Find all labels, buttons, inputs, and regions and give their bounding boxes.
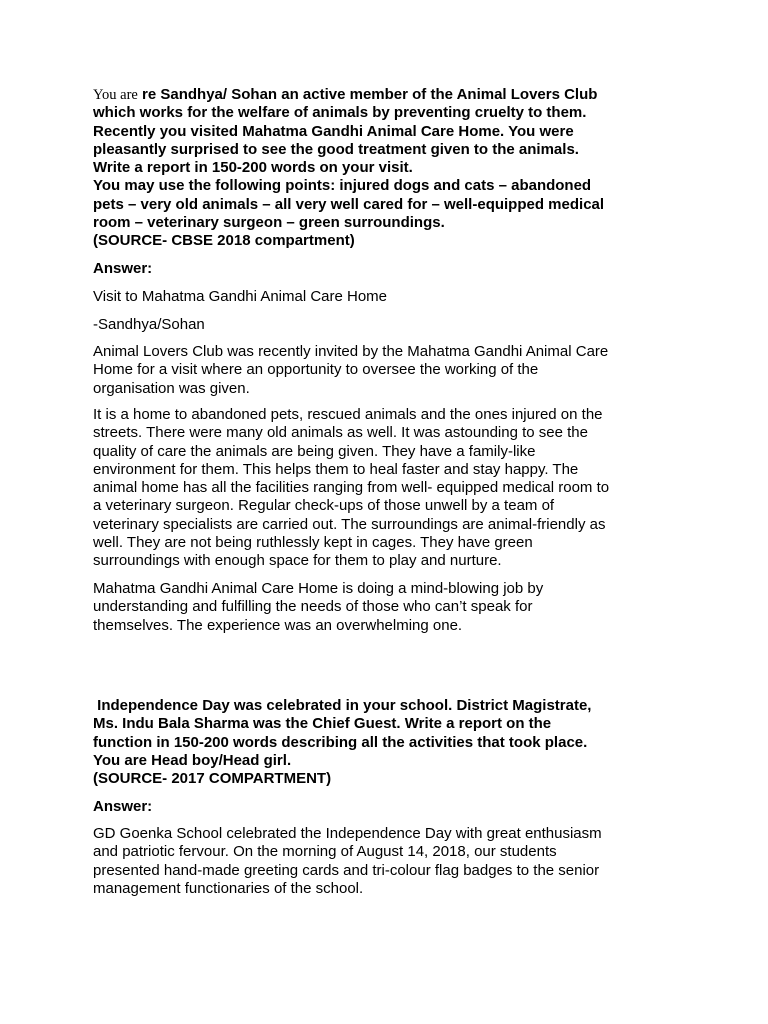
- question-1-line-text: re Sandhya/ Sohan an active member of the Animal Lovers Club: [142, 86, 598, 103]
- answer-1-title: Visit to Mahatma Gandhi Animal Care Home: [93, 288, 388, 305]
- question-1-source: (SOURCE- CBSE 2018 compartment): [93, 232, 355, 250]
- question-1-line: [93, 86, 683, 104]
- question-1-line: Write a report in 150-200 words on your visit.: [93, 159, 413, 177]
- paragraph-line: environment for them. This helps them to heal faster and stay happy. The: [93, 460, 579, 478]
- answer-1-label: Answer:: [93, 260, 153, 277]
- question-1-lead: You are: [93, 87, 138, 103]
- paragraph-line: surroundings with enough space for them to play and nurture.: [93, 552, 502, 570]
- paragraph-line: Home for a visit where an opportunity to oversee the working of the: [93, 361, 539, 379]
- paragraph-line: Animal Lovers Club was recently invited by the Mahatma Gandhi Animal Care: [93, 343, 609, 360]
- question-2-line: Independence Day was celebrated in your school. District Magistrate,: [93, 697, 592, 714]
- question-1-line: Recently you visited Mahatma Gandhi Animal Care Home. You were: [93, 122, 574, 140]
- paragraph-line: presented hand-made greeting cards and tri-colour flag badges to the senior: [93, 861, 600, 879]
- paragraph-line: a veterinary surgeon. Regular check-ups of those unwell by a team of: [93, 497, 555, 515]
- question-1-line: room – veterinary surgeon – green surroundings.: [93, 214, 445, 232]
- question-2-line: function in 150-200 words describing all the activities that took place.: [93, 733, 588, 751]
- answer-2-paragraph-1: [93, 825, 683, 898]
- paragraph-line: management functionaries of the school.: [93, 879, 364, 897]
- question-1-line: which works for the welfare of animals by preventing cruelty to them.: [93, 104, 587, 122]
- question-2-line: Ms. Indu Bala Sharma was the Chief Guest. Write a report on the: [93, 715, 552, 733]
- paragraph-line: animal home has all the facilities ranging from well- equipped medical room to: [93, 479, 610, 497]
- question-1-line: You may use the following points: injured dogs and cats – abandoned: [93, 177, 592, 195]
- paragraph-line: It is a home to abandoned pets, rescued animals and the ones injured on the: [93, 406, 603, 423]
- question-1-line: pleasantly surprised to see the good treatment given to the animals.: [93, 140, 579, 158]
- answer-1-paragraph-2: [93, 406, 683, 571]
- paragraph-line: well. They are not being ruthlessly kept in cages. They have green: [93, 534, 533, 552]
- paragraph-line: themselves. The experience was an overwhelming one.: [93, 616, 463, 634]
- paragraph-line: streets. There were many old animals as well. It was astounding to see the: [93, 424, 588, 442]
- question-2-source: (SOURCE- 2017 COMPARTMENT): [93, 770, 332, 788]
- paragraph-line: and patriotic fervour. On the morning of August 14, 2018, our students: [93, 843, 557, 861]
- answer-1-paragraph-3: [93, 580, 683, 635]
- question-2: [93, 697, 683, 788]
- paragraph-line: Mahatma Gandhi Animal Care Home is doing a mind-blowing job by: [93, 580, 544, 597]
- paragraph-line: understanding and fulfilling the needs of those who can’t speak for: [93, 598, 533, 616]
- answer-1-author: -Sandhya/Sohan: [93, 316, 205, 333]
- question-1: [93, 86, 683, 251]
- paragraph-line: organisation was given.: [93, 379, 250, 397]
- answer-1-paragraph-1: [93, 343, 683, 398]
- answer-2-label: Answer:: [93, 798, 153, 815]
- question-1-line: pets – very old animals – all very well cared for – well-equipped medical: [93, 195, 605, 213]
- paragraph-line: quality of care the animals are being given. They have a family-like: [93, 442, 536, 460]
- question-2-line: You are Head boy/Head girl.: [93, 751, 292, 769]
- paragraph-line: GD Goenka School celebrated the Independence Day with great enthusiasm: [93, 825, 602, 842]
- paragraph-line: veterinary specialists are carried out. The surroundings are animal-friendly as: [93, 515, 606, 533]
